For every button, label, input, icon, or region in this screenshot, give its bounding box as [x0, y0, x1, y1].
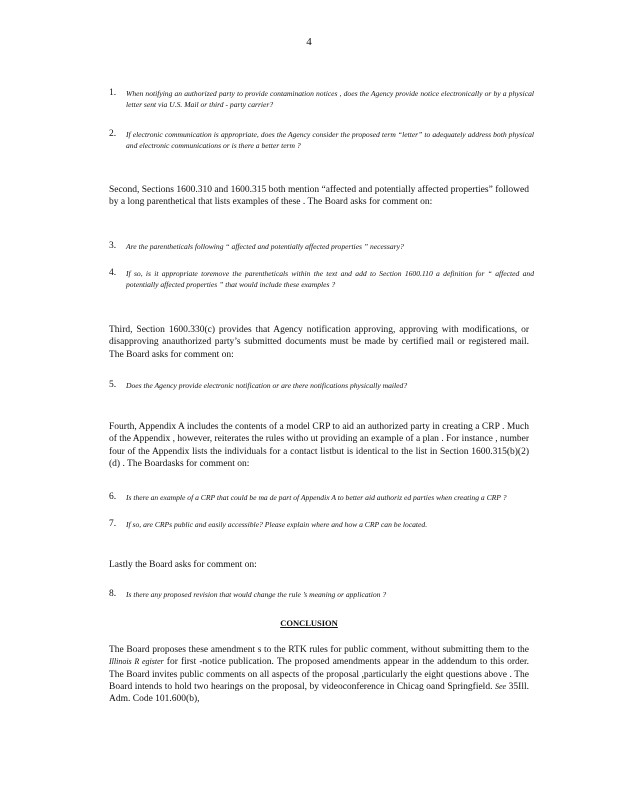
question-number: 7. — [109, 519, 117, 529]
question-item — [109, 241, 534, 252]
section-heading — [0, 618, 618, 628]
question-number: 6. — [109, 492, 117, 502]
paragraph-text: Second, Sections 1600.310 and 1600.315 both mention “affected and potentially affected properties” followed by a long parenthetical that lists examples of these . The Board asks for comment on: — [109, 185, 529, 208]
question-number: 5. — [109, 380, 117, 390]
conclusion-part3: 35Ill. Adm. Code 101.600(b), — [109, 681, 529, 705]
paragraph-fourth — [73, 421, 529, 470]
question-number: 1. — [109, 88, 117, 98]
question-text: If so, are CRPs public and easily accessible? Please explain where and how a CRP can be located. — [126, 520, 428, 529]
question-item — [109, 380, 534, 391]
question-text: Is there an example of a CRP that could be ma de part of Appendix A to better aid authoriz ed parties when creating a CRP ? — [126, 493, 507, 502]
question-text: Does the Agency provide electronic notification or are there notifications physically mailed? — [126, 381, 408, 390]
conclusion-part2: for first -notice publication. The proposed amendments appear in the addendum to this order. The Board invites public comments on all aspects of the proposal ,particularly the eight questions above . The Board intends to hold two hearings on the proposal, by videoconference in Chicag oand Springfield. — [109, 657, 530, 692]
question-number: 8. — [109, 589, 117, 599]
paragraph-text — [73, 644, 529, 705]
paragraph-second — [73, 184, 529, 209]
conclusion-part1: The Board proposes these amendment s to the RTK rules for public comment, without submitting them to the — [109, 645, 529, 655]
paragraph-conclusion — [73, 644, 529, 705]
question-item — [109, 492, 534, 503]
question-text: Is there any proposed revision that would change the rule ’s meaning or application ? — [126, 590, 387, 599]
question-item — [109, 268, 534, 290]
question-item — [109, 88, 534, 110]
question-text: If so, is it appropriate toremove the parentheticals within the text and add to Section 1600.110 a definition for “ affected and potentially affected properties ” that would include these examples ? — [126, 269, 534, 289]
see-signal: See — [495, 681, 507, 691]
paragraph-text: Third, Section 1600.330(c) provides that Agency notification approving, approving with modifications, or disapproving anauthorized party’s submitted documents must be made by certified mail or registered mail. The Board asks for comment on: — [109, 325, 529, 360]
page-number: 4 — [306, 36, 312, 48]
heading-text: CONCLUSION — [280, 618, 338, 628]
question-number: 4. — [109, 268, 117, 278]
question-item — [109, 519, 534, 530]
question-text: When notifying an authorized party to provide contamination notices , does the Agency provide notice electronically or by a physical letter sent via U.S. Mail or third - party carrier? — [126, 89, 534, 109]
illinois-register-citation: Illinois R egister — [109, 657, 164, 667]
question-item — [109, 129, 534, 151]
paragraph-text: Fourth, Appendix A includes the contents of a model CRP to aid an authorized party in creating a CRP . Much of the Appendix , however, reiterates the rules witho ut providing an example of a plan . For instance , number four of the Appendix lists the individuals for a contact listbut is identical to the list in Section 1600.315(b)(2)(d) . The Boardasks for comment on: — [109, 422, 529, 469]
paragraph-third — [73, 324, 529, 361]
paragraph-lastly: Lastly the Board asks for comment on: — [109, 560, 257, 570]
question-number: 3. — [109, 241, 117, 251]
question-text: Are the parentheticals following “ affected and potentially affected properties ” necessary? — [126, 242, 404, 251]
question-item — [109, 589, 534, 600]
question-text: If electronic communication is appropriate, does the Agency consider the proposed term “letter” to adequately address both physical and electronic communications or is there a better term ? — [126, 130, 534, 150]
question-number: 2. — [109, 129, 117, 139]
